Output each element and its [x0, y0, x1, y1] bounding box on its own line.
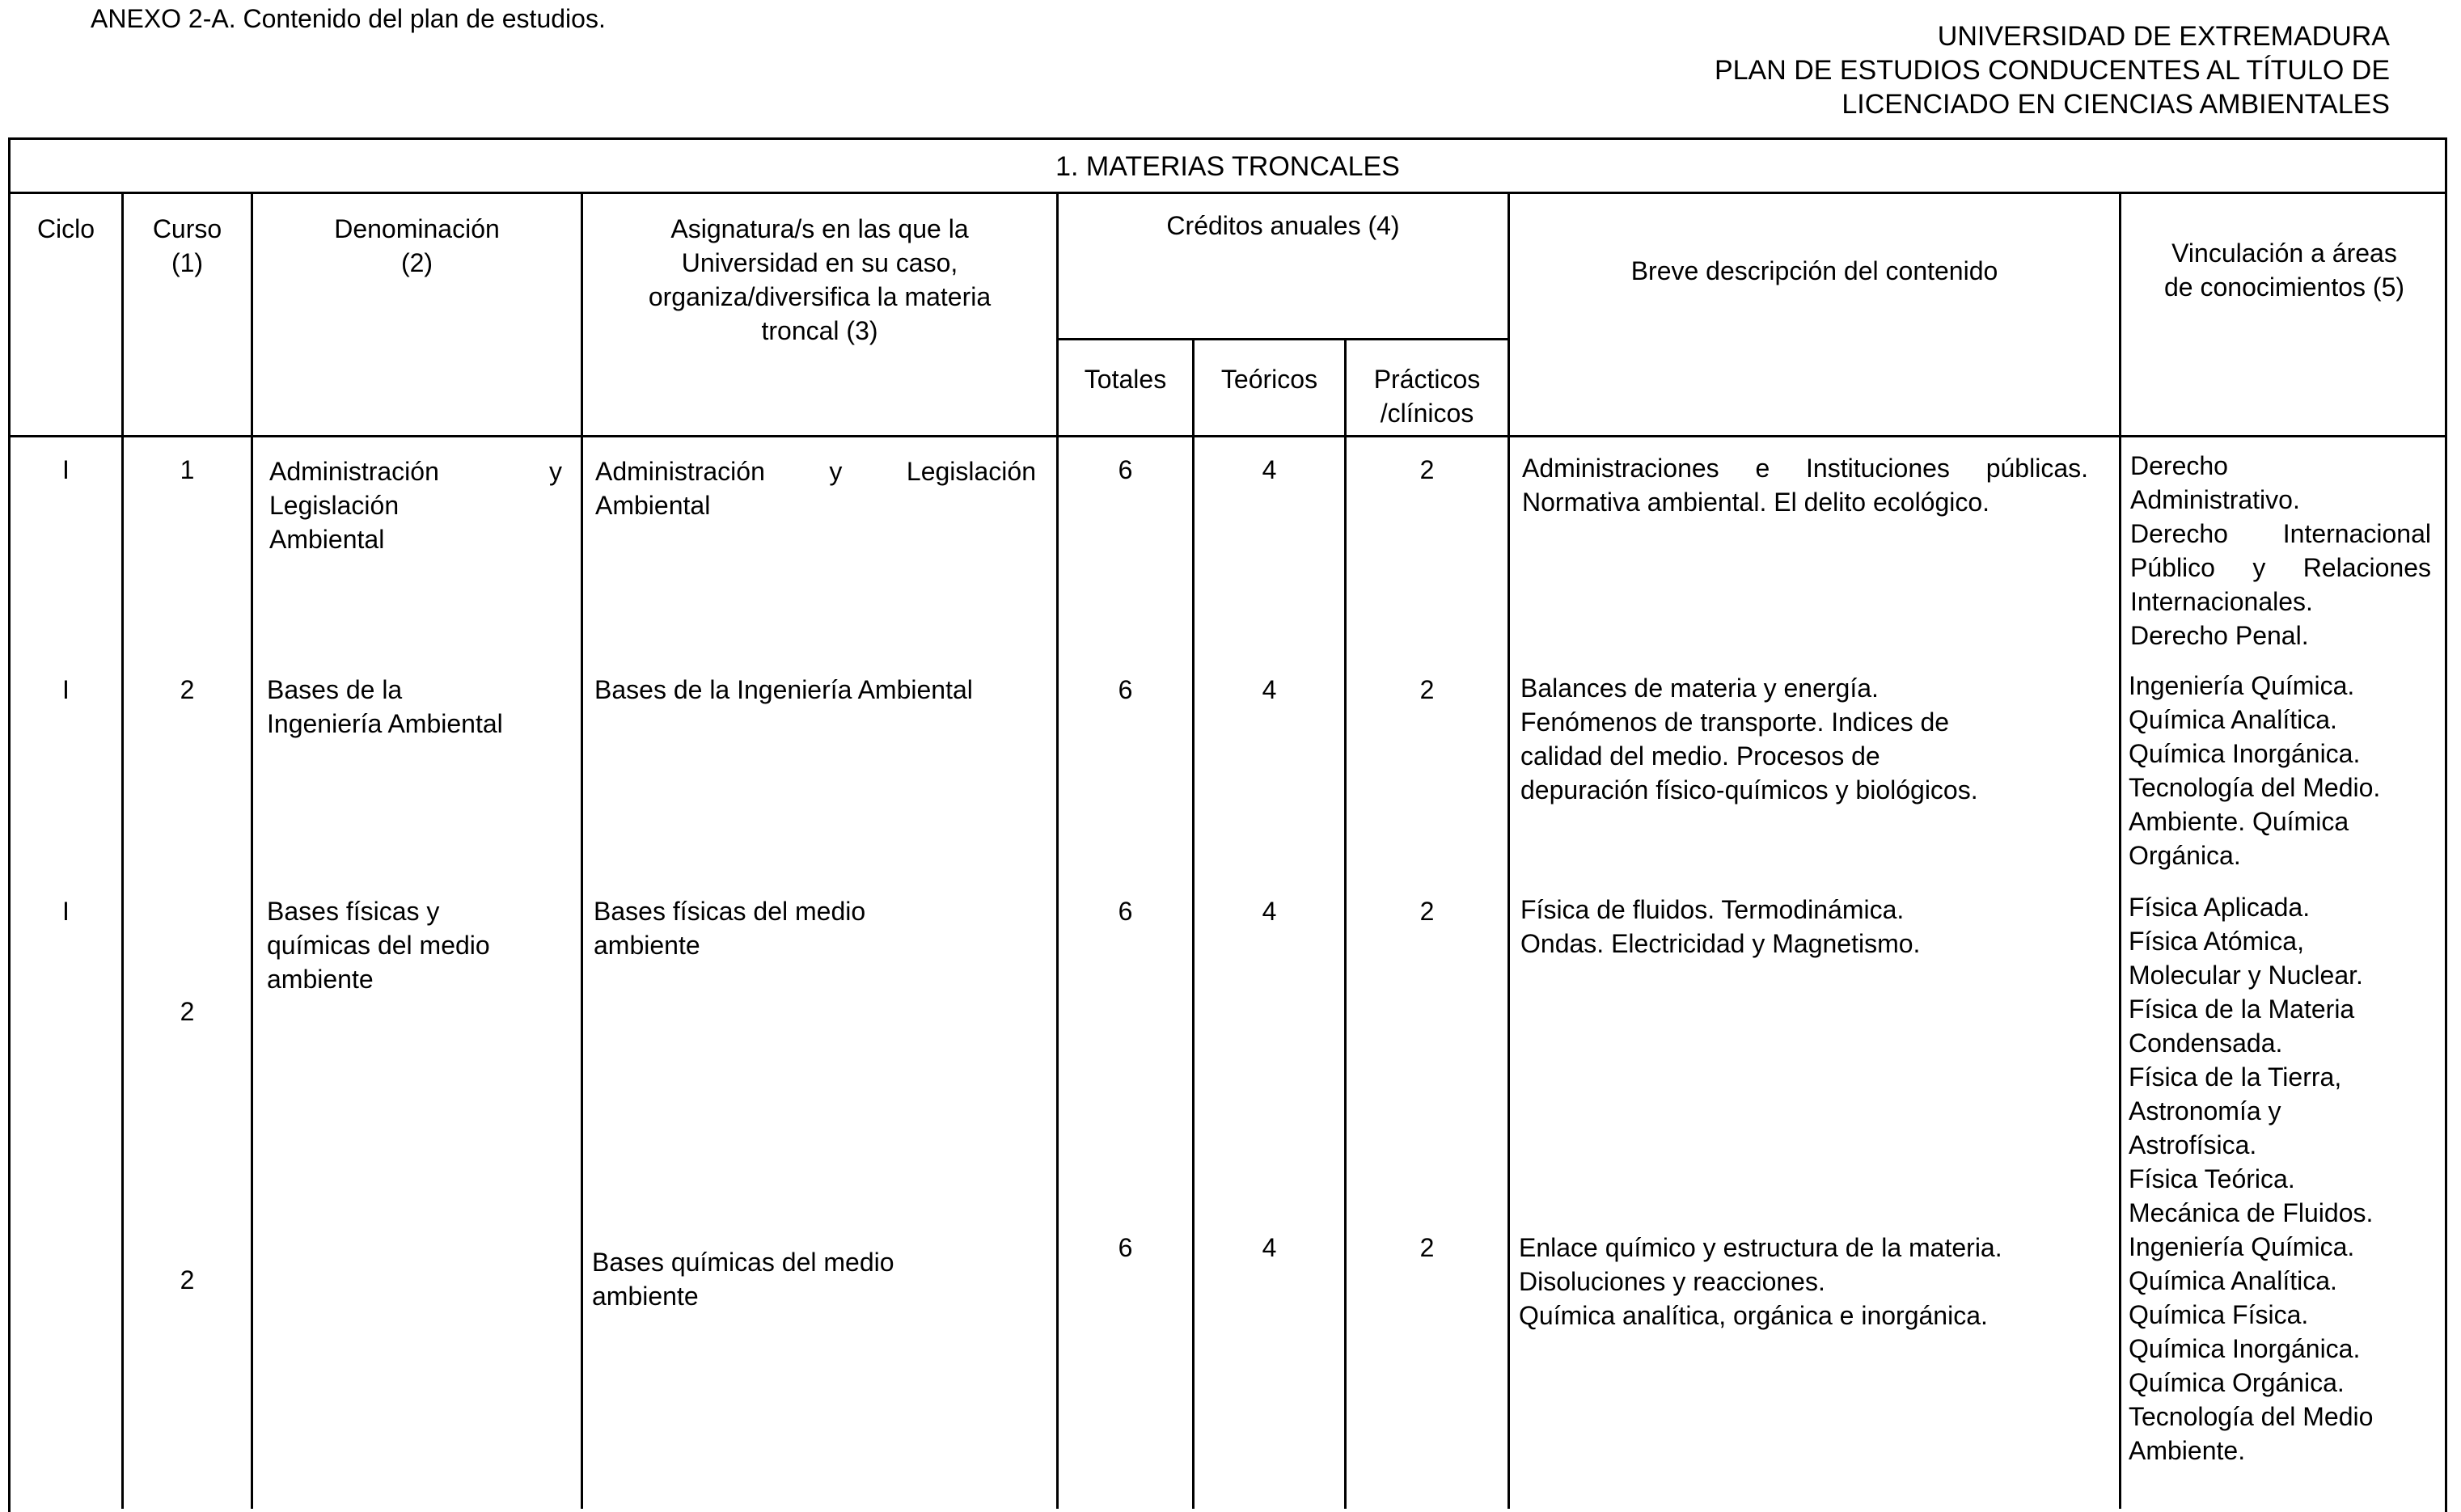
- row3-area: Mecánica de Fluidos.: [2129, 1198, 2374, 1227]
- header-bottom-line: [8, 435, 2447, 437]
- row3-asignatura-line: Bases físicas del medio: [594, 897, 866, 926]
- table-title: 1. MATERIAS TRONCALES: [8, 137, 2447, 194]
- row1-asignatura-line: Administración y Legislación: [595, 457, 1036, 486]
- header-curso-note: (1): [171, 248, 204, 277]
- row1-teoricos: 4: [1262, 455, 1277, 484]
- row3-area: Física Aplicada.: [2129, 893, 2311, 922]
- header-vinculacion-line: de conocimientos (5): [2163, 272, 2405, 302]
- row2-denominacion: [267, 673, 568, 741]
- row3-totales: 6: [1118, 897, 1133, 926]
- header-practicos-label: Prácticos: [1373, 365, 1481, 394]
- header-teoricos: [1195, 362, 1344, 396]
- row2-area: Orgánica.: [2129, 841, 2241, 870]
- row4-descripcion-line: Disoluciones y reacciones.: [1519, 1267, 1825, 1296]
- row3-descripcion: [1520, 893, 2103, 961]
- row2-descripcion-line: Balances de materia y energía.: [1520, 674, 1879, 703]
- row4-areas: [2129, 1230, 2436, 1468]
- document-header: [1419, 19, 2390, 121]
- row1-asignatura-line: Ambiental: [595, 491, 711, 520]
- university-name: UNIVERSIDAD DE EXTREMADURA: [1937, 21, 2390, 52]
- plan-title-line2: LICENCIADO EN CIENCIAS AMBIENTALES: [1842, 89, 2390, 120]
- credits-subheader-line: [1056, 338, 1509, 340]
- row4-area: Ingeniería Química.: [2129, 1232, 2355, 1261]
- header-denominacion: [253, 212, 581, 280]
- row4-asignatura-line: ambiente: [592, 1282, 699, 1311]
- row4-area: Química Analítica.: [2129, 1266, 2337, 1295]
- row3-area: Condensada.: [2129, 1028, 2283, 1058]
- row4-asignatura: [592, 1245, 1045, 1313]
- row1-denominacion-line: Legislación: [269, 491, 400, 520]
- row3-area: Física de la Tierra,: [2129, 1062, 2342, 1092]
- row2-area: Ambiente. Química: [2129, 807, 2349, 836]
- row3-area: Astronomía y: [2129, 1096, 2281, 1126]
- row1-area: Derecho Penal.: [2130, 621, 2309, 650]
- row2-descripcion-line: calidad del medio. Procesos de: [1520, 741, 1880, 771]
- row1-areas: [2130, 449, 2431, 653]
- row1-area: Internacionales.: [2130, 587, 2313, 616]
- row1-denominacion-line: Administración y: [269, 457, 562, 486]
- row4-descripcion: [1519, 1231, 2109, 1333]
- row2-totales: 6: [1118, 675, 1133, 704]
- header-ciclo: [11, 212, 121, 246]
- row3-curso: 2: [180, 997, 195, 1026]
- header-asignatura-line: troncal (3): [761, 316, 878, 345]
- col-divider: [1507, 194, 1510, 1509]
- row4-descripcion-line: Enlace químico y estructura de la materia.: [1519, 1233, 2002, 1262]
- row4-teoricos: 4: [1262, 1233, 1277, 1262]
- row1-denominacion: [269, 454, 562, 556]
- header-vinculacion-line: Vinculación a áreas: [2171, 239, 2397, 268]
- col-divider: [2119, 194, 2121, 1509]
- row2-teoricos: 4: [1262, 675, 1277, 704]
- row4-descripcion-line: Química analítica, orgánica e inorgánica.: [1519, 1301, 1988, 1330]
- row3-area: Física Teórica.: [2129, 1164, 2295, 1193]
- header-asignatura-line: Universidad en su caso,: [681, 248, 958, 277]
- row4-curso: 2: [180, 1265, 195, 1294]
- header-creditos: [1059, 209, 1507, 243]
- row1-descripcion-line: Normativa ambiental. El delito ecológico.: [1522, 488, 1990, 517]
- row4-totales: 6: [1118, 1233, 1133, 1262]
- row3-descripcion-line: Ondas. Electricidad y Magnetismo.: [1520, 929, 1921, 958]
- row2-area: Química Analítica.: [2129, 705, 2337, 734]
- header-creditos-label: Créditos anuales (4): [1166, 211, 1400, 240]
- row2-descripcion-line: Fenómenos de transporte. Indices de: [1520, 707, 1950, 737]
- row2-denominacion-line: Ingeniería Ambiental: [267, 709, 503, 738]
- row1-area: Público y Relaciones: [2130, 553, 2431, 582]
- row4-area: Tecnología del Medio: [2129, 1402, 2374, 1431]
- row2-ciclo: I: [62, 675, 70, 704]
- row3-ciclo: I: [62, 897, 70, 926]
- header-descripcion: [1510, 254, 2119, 288]
- row2-asignatura-line: Bases de la Ingeniería Ambiental: [594, 675, 973, 704]
- row1-denominacion-line: Ambiental: [269, 525, 385, 554]
- col-divider: [251, 194, 253, 1509]
- row3-area: Física de la Materia: [2129, 995, 2355, 1024]
- row3-denominacion-line: ambiente: [267, 965, 374, 994]
- row1-totales: 6: [1118, 455, 1133, 484]
- col-divider: [581, 194, 583, 1509]
- header-ciclo-label: Ciclo: [36, 214, 95, 243]
- row4-practicos: 2: [1419, 1233, 1435, 1262]
- row1-asignatura: [595, 454, 1036, 522]
- header-teoricos-label: Teóricos: [1220, 365, 1318, 394]
- col-divider: [121, 194, 124, 1509]
- row3-denominacion-line: Bases físicas y: [267, 897, 440, 926]
- header-practicos: [1347, 362, 1507, 430]
- row4-asignatura-line: Bases químicas del medio: [592, 1248, 894, 1277]
- row2-descripcion: [1520, 671, 2103, 807]
- row4-area: Química Física.: [2129, 1300, 2309, 1329]
- row3-asignatura: [594, 894, 1047, 962]
- row2-area: Ingeniería Química.: [2129, 671, 2355, 700]
- row2-denominacion-line: Bases de la: [267, 675, 403, 704]
- header-curso: [124, 212, 251, 280]
- row2-curso: 2: [180, 675, 195, 704]
- row1-area: Administrativo.: [2130, 485, 2300, 514]
- row3-denominacion: [267, 894, 568, 996]
- header-asignatura-line: organiza/diversifica la materia: [648, 282, 992, 311]
- row3-asignatura-line: ambiente: [594, 931, 700, 960]
- header-denominacion-note: (2): [400, 248, 433, 277]
- row4-area: Química Orgánica.: [2129, 1368, 2345, 1397]
- row1-ciclo: I: [62, 455, 70, 484]
- row3-area: Física Atómica,: [2129, 927, 2304, 956]
- row1-curso: 1: [180, 455, 195, 484]
- row1-descripcion: [1522, 451, 2088, 519]
- row3-practicos: 2: [1419, 897, 1435, 926]
- row2-area: Química Inorgánica.: [2129, 739, 2361, 768]
- header-descripcion-label: Breve descripción del contenido: [1630, 256, 1998, 285]
- row4-area: Química Inorgánica.: [2129, 1334, 2361, 1363]
- row3-descripcion-line: Física de fluidos. Termodinámica.: [1520, 895, 1905, 924]
- row2-asignatura: [594, 673, 1047, 707]
- plan-title-line1: PLAN DE ESTUDIOS CONDUCENTES AL TÍTULO DE: [1714, 55, 2390, 86]
- row3-areas: [2129, 890, 2436, 1230]
- annex-title: ANEXO 2-A. Contenido del plan de estudios.: [91, 4, 606, 33]
- row3-teoricos: 4: [1262, 897, 1277, 926]
- header-asignatura-line: Asignatura/s en las que la: [670, 214, 969, 243]
- row3-area: Molecular y Nuclear.: [2129, 961, 2363, 990]
- header-practicos-sub: /clínicos: [1380, 399, 1474, 428]
- row2-areas: [2129, 669, 2436, 872]
- row2-area: Tecnología del Medio.: [2129, 773, 2381, 802]
- row2-practicos: 2: [1419, 675, 1435, 704]
- header-totales-label: Totales: [1084, 365, 1167, 394]
- row1-descripcion-line: Administraciones e Instituciones públicas.: [1522, 454, 2088, 483]
- row3-denominacion-line: químicas del medio: [267, 931, 490, 960]
- row1-area: Derecho: [2130, 451, 2228, 480]
- row1-practicos: 2: [1419, 455, 1435, 484]
- header-curso-label: Curso: [152, 214, 222, 243]
- header-denominacion-label: Denominación: [334, 214, 500, 243]
- row1-area: Derecho Internacional: [2130, 519, 2431, 548]
- row2-descripcion-line: depuración físico-químicos y biológicos.: [1520, 775, 1978, 805]
- header-asignatura: [583, 212, 1056, 348]
- header-vinculacion: [2121, 236, 2447, 304]
- row4-area: Ambiente.: [2129, 1436, 2246, 1465]
- header-totales: [1059, 362, 1192, 396]
- row3-area: Astrofísica.: [2129, 1130, 2257, 1159]
